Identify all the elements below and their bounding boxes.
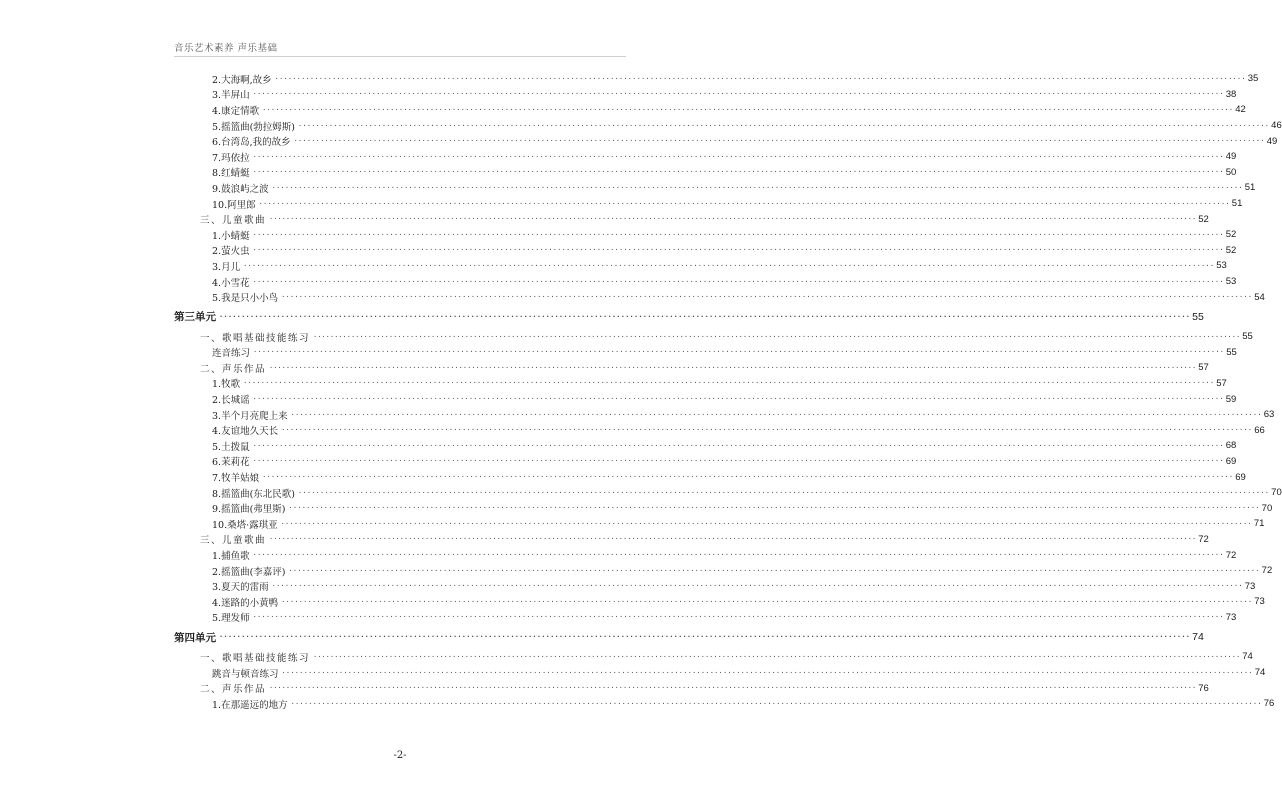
- toc-entry-label: 二、声乐作品: [200, 363, 267, 375]
- toc-entry-page: 74: [1254, 667, 1266, 679]
- toc-entry-page: 71: [1253, 518, 1265, 530]
- toc-entry-label: 4.小雪花: [212, 277, 250, 289]
- toc-entry-label: 二、声乐作品: [200, 684, 267, 696]
- toc-entry-label: 三、儿童歌曲: [200, 535, 267, 547]
- dot-leader: ····························································································································································································································: [262, 105, 1234, 114]
- toc-entry-page: 51: [1244, 182, 1256, 194]
- toc-section-heading[interactable]: [174, 360, 1209, 376]
- toc-entry-page: 52: [1198, 213, 1209, 225]
- dot-leader: ····························································································································································································································: [290, 699, 1262, 708]
- toc-entry[interactable]: [174, 376, 1227, 392]
- toc-entry-page: 54: [1254, 291, 1265, 303]
- toc-section-heading[interactable]: [174, 329, 1253, 345]
- dot-leader: ····························································································································································································································: [288, 566, 1260, 575]
- dot-leader: ····························································································································································································································: [252, 230, 1224, 239]
- dot-leader: ····························································································································································································································: [281, 597, 1253, 606]
- dot-leader: ····························································································································································································································: [262, 473, 1234, 482]
- toc-entry[interactable]: [174, 516, 1265, 532]
- toc-entry-page: 49: [1266, 135, 1278, 147]
- toc-entry-page: 55: [1242, 331, 1253, 343]
- toc-entry-label: 跳音与顿音练习: [212, 668, 279, 680]
- toc-entry-label: 4.友谊地久天长: [212, 426, 279, 438]
- toc-entry[interactable]: [174, 165, 1237, 181]
- toc-entry[interactable]: [174, 196, 1243, 212]
- toc-entry-label: 2.长城谣: [212, 395, 250, 407]
- toc-entry-page: 70: [1261, 502, 1273, 514]
- toc-entry-label: 5.摇篮曲(勃拉姆斯): [212, 121, 295, 133]
- toc-entry[interactable]: [174, 578, 1256, 594]
- dot-leader: ····························································································································································································································: [243, 379, 1215, 388]
- page-number: -2-: [393, 750, 407, 761]
- toc-entry[interactable]: [174, 180, 1256, 196]
- toc-entry-label: 8.红蜻蜓: [212, 168, 250, 180]
- dot-leader: ····························································································································································································································: [253, 348, 1225, 357]
- toc-entry[interactable]: [174, 469, 1246, 485]
- dot-leader: ····························································································································································································································: [252, 152, 1224, 161]
- toc-entry[interactable]: [174, 102, 1246, 118]
- toc-entry-page: 68: [1225, 440, 1237, 452]
- header-divider: [174, 56, 626, 57]
- dot-leader: ····························································································································································································································: [252, 277, 1224, 286]
- toc-entry[interactable]: [174, 227, 1237, 243]
- toc-entry[interactable]: [174, 696, 1275, 712]
- toc-entry[interactable]: [174, 500, 1273, 516]
- toc-section-heading[interactable]: [174, 211, 1209, 227]
- toc-entry-page: 73: [1254, 596, 1265, 608]
- toc-entry[interactable]: [174, 610, 1237, 626]
- toc-section-heading[interactable]: [174, 680, 1209, 696]
- toc-entry-label: 8.摇篮曲(东北民歌): [212, 488, 295, 500]
- toc-entry[interactable]: [174, 258, 1227, 274]
- dot-leader: ····························································································································································································································: [297, 121, 1270, 130]
- toc-entry-page: 76: [1263, 698, 1275, 710]
- toc-entry[interactable]: [174, 547, 1237, 563]
- dot-leader: ····························································································································································································································: [252, 457, 1224, 466]
- toc-entry-page: 55: [1226, 346, 1237, 358]
- table-of-contents: [174, 71, 1282, 712]
- toc-entry-label: 5.理发师: [212, 613, 250, 625]
- toc-entry-label: 9.鼓浪屿之波: [212, 183, 269, 195]
- toc-entry-page: 69: [1225, 455, 1237, 467]
- toc-entry-label: 4.康定情歌: [212, 105, 260, 117]
- toc-entry[interactable]: [174, 485, 1282, 501]
- dot-leader: ····························································································································································································································: [290, 410, 1262, 419]
- toc-entry[interactable]: [174, 422, 1265, 438]
- toc-entry-page: 74: [1192, 631, 1204, 644]
- dot-leader: ····························································································································································································································: [271, 183, 1243, 192]
- dot-leader: ····························································································································································································································: [252, 551, 1224, 560]
- toc-entry[interactable]: [174, 149, 1237, 165]
- dot-leader: ····························································································································································································································: [281, 426, 1253, 435]
- dot-leader: ····························································································································································································································: [252, 441, 1224, 450]
- toc-entry-label: 7.牧羊姑娘: [212, 473, 260, 485]
- dot-leader: ····························································································································································································································: [281, 293, 1253, 302]
- toc-entry-label: 10.桑塔·露琪亚: [212, 519, 278, 531]
- toc-entry-label: 三、儿童歌曲: [200, 215, 267, 227]
- dot-leader: ····························································································································································································································: [269, 215, 1197, 224]
- dot-leader: ····························································································································································································································: [252, 168, 1224, 177]
- toc-entry-page: 35: [1247, 73, 1259, 85]
- dot-leader: ····························································································································································································································: [269, 535, 1197, 544]
- dot-leader: ····························································································································································································································: [297, 488, 1270, 497]
- dot-leader: ····························································································································································································································: [252, 246, 1224, 255]
- dot-leader: ····························································································································································································································: [269, 363, 1197, 372]
- dot-leader: ····························································································································································································································: [281, 668, 1253, 677]
- dot-leader: ····························································································································································································································: [313, 332, 1241, 341]
- toc-entry[interactable]: [174, 454, 1237, 470]
- toc-entry-page: 57: [1216, 377, 1227, 389]
- toc-entry-label: 3.半个月亮爬上来: [212, 410, 288, 422]
- toc-entry-label: 连音练习: [212, 348, 251, 360]
- toc-entry-label: 1.在那遥远的地方: [212, 699, 288, 711]
- dot-leader: ····························································································································································································································: [269, 684, 1197, 693]
- toc-entry-label: 3.半屏山: [212, 90, 250, 102]
- toc-entry-page: 70: [1271, 487, 1282, 499]
- toc-entry-page: 59: [1225, 393, 1237, 405]
- toc-entry-page: 73: [1225, 611, 1237, 623]
- toc-entry-page: 72: [1261, 565, 1273, 577]
- toc-entry-page: 55: [1192, 310, 1204, 323]
- dot-leader: ····························································································································································································································: [288, 504, 1260, 513]
- toc-section-heading[interactable]: [174, 532, 1209, 548]
- toc-entry-label: 2.萤火虫: [212, 246, 250, 258]
- dot-leader: ····························································································································································································································: [280, 519, 1252, 528]
- toc-entry-label: 3.月儿: [212, 261, 241, 273]
- running-header: 音乐艺术素养 声乐基础: [174, 43, 278, 54]
- toc-entry[interactable]: [174, 87, 1237, 103]
- toc-entry-label: 2.摇篮曲(李嘉评): [212, 566, 286, 578]
- toc-entry-label: 9.摇篮曲(弗里斯): [212, 504, 286, 516]
- toc-entry-label: 10.阿里郎: [212, 199, 256, 211]
- toc-entry-page: 53: [1216, 260, 1227, 272]
- dot-leader: ····························································································································································································································: [252, 395, 1224, 404]
- toc-entry-page: 52: [1225, 229, 1237, 241]
- toc-entry[interactable]: [174, 118, 1282, 134]
- toc-entry-page: 72: [1225, 549, 1237, 561]
- toc-entry-label: 一、歌唱基础技能练习: [200, 332, 311, 344]
- toc-entry[interactable]: [174, 563, 1273, 579]
- toc-entry[interactable]: [174, 133, 1278, 149]
- dot-leader: ····························································································································································································································: [274, 74, 1246, 83]
- toc-entry-page: 53: [1225, 276, 1237, 288]
- toc-entry[interactable]: [174, 665, 1266, 681]
- toc-entry-label: 第四单元: [174, 631, 216, 644]
- toc-entry-label: 6.台湾岛,我的故乡: [212, 137, 291, 149]
- dot-leader: ····························································································································································································································: [252, 90, 1224, 99]
- toc-unit-heading[interactable]: [174, 309, 1204, 325]
- toc-entry-page: 66: [1254, 424, 1265, 436]
- toc-entry[interactable]: [174, 407, 1275, 423]
- toc-entry[interactable]: [174, 289, 1265, 305]
- toc-entry-label: 6.茉莉花: [212, 457, 250, 469]
- toc-section-heading[interactable]: [174, 649, 1253, 665]
- toc-entry-page: 38: [1225, 88, 1237, 100]
- toc-entry-label: 1.捕鱼歌: [212, 551, 250, 563]
- toc-entry-page: 42: [1235, 104, 1246, 116]
- toc-entry[interactable]: [174, 274, 1237, 290]
- toc-entry-label: 4.迷路的小黄鸭: [212, 597, 279, 609]
- toc-entry-label: 1.牧歌: [212, 379, 241, 391]
- dot-leader: ····························································································································································································································: [271, 582, 1243, 591]
- toc-entry-page: 50: [1225, 166, 1237, 178]
- dot-leader: ····························································································································································································································: [252, 613, 1224, 622]
- toc-entry-label: 一、歌唱基础技能练习: [200, 652, 311, 664]
- toc-entry[interactable]: [174, 594, 1265, 610]
- dot-leader: ····························································································································································································································: [258, 199, 1230, 208]
- toc-entry[interactable]: [174, 345, 1237, 361]
- toc-entry-label: 3.夏天的雷雨: [212, 582, 269, 594]
- toc-entry[interactable]: [174, 71, 1259, 87]
- toc-entry-label: 5.土拨鼠: [212, 441, 250, 453]
- dot-leader: ····························································································································································································································: [219, 312, 1191, 321]
- toc-entry-page: 49: [1225, 151, 1237, 163]
- toc-entry-page: 57: [1198, 362, 1209, 374]
- toc-entry-page: 73: [1244, 580, 1256, 592]
- toc-entry-label: 5.我是只小小鸟: [212, 293, 279, 305]
- dot-leader: ····························································································································································································································: [243, 261, 1215, 270]
- toc-entry[interactable]: [174, 438, 1237, 454]
- toc-entry[interactable]: [174, 391, 1237, 407]
- toc-entry-label: 2.大海啊,故乡: [212, 74, 272, 86]
- dot-leader: ····························································································································································································································: [219, 633, 1191, 642]
- toc-entry-page: 74: [1242, 651, 1253, 663]
- toc-unit-heading[interactable]: [174, 629, 1204, 645]
- toc-entry[interactable]: [174, 243, 1237, 259]
- toc-entry-page: 51: [1231, 198, 1243, 210]
- toc-entry-label: 7.玛依拉: [212, 152, 250, 164]
- dot-leader: ····························································································································································································································: [293, 137, 1265, 146]
- toc-entry-page: 72: [1198, 533, 1209, 545]
- toc-entry-label: 1.小蜻蜓: [212, 230, 250, 242]
- toc-entry-page: 46: [1271, 120, 1282, 132]
- toc-entry-page: 69: [1235, 471, 1246, 483]
- toc-entry-label: 第三单元: [174, 311, 216, 324]
- toc-entry-page: 76: [1198, 682, 1209, 694]
- toc-entry-page: 63: [1263, 409, 1275, 421]
- toc-entry-page: 52: [1225, 244, 1237, 256]
- dot-leader: ····························································································································································································································: [313, 652, 1241, 661]
